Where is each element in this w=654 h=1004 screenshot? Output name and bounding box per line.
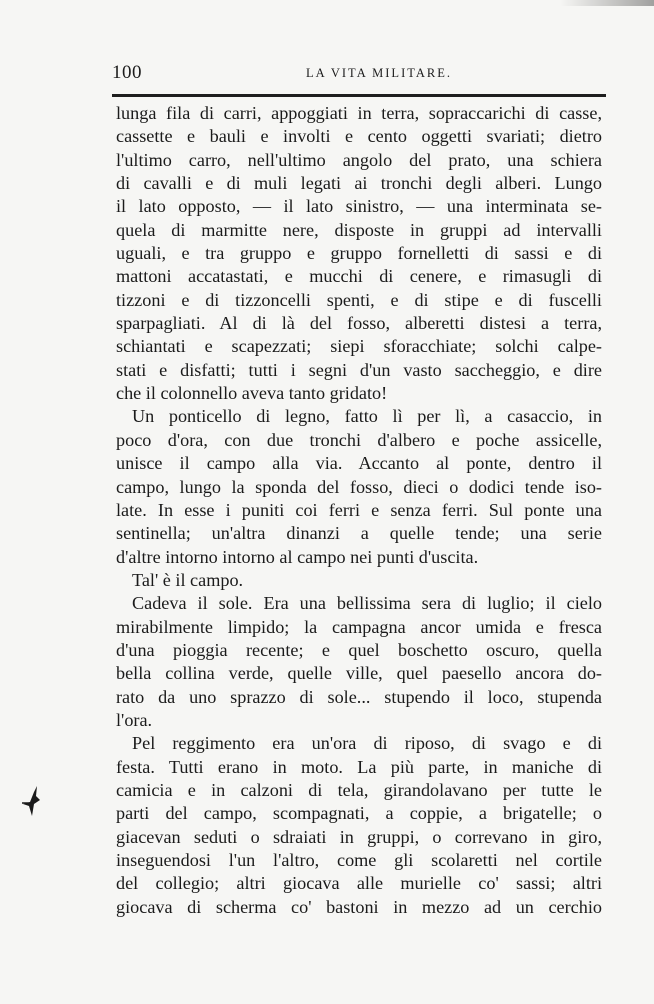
text-line: schiantati e scapezzati; siepi sforacchiate; solchi calpe-: [116, 336, 602, 357]
text-line: rato da uno sprazzo di sole... stupendo il loco, stupenda: [116, 686, 602, 707]
text-line: Pel reggimento era un'ora di riposo, di svago e di: [132, 733, 602, 754]
text-line: campo, lungo la sponda del fosso, dieci o dodici tende iso-: [116, 476, 602, 497]
text-line: giacevan seduti o sdraiati in gruppi, o correvano in giro,: [116, 826, 602, 847]
text-line: unisce il campo alla via. Accanto al ponte, dentro il: [116, 453, 602, 474]
text-line: inseguendosi l'un l'altro, come gli scolaretti nel cortile: [116, 850, 602, 870]
text-line: tizzoni e di tizzoncelli spenti, e di stipe e di fuscelli: [116, 289, 602, 310]
text-line: Un ponticello di legno, fatto lì per lì, a casaccio, in: [132, 406, 602, 427]
body-text: [116, 102, 602, 919]
text-line: del collegio; altri giocava alle murielle co' sassi; altri: [116, 873, 602, 894]
text-line: stati e disfatti; tutti i segni d'un vasto saccheggio, e dire: [116, 359, 602, 380]
text-line: poco d'ora, con due tronchi d'albero e poche assicelle,: [116, 429, 602, 450]
text-line: bella collina verde, quelle ville, quel paesello ancora do-: [116, 663, 602, 684]
text-line: lunga fila di carri, appoggiati in terra, sopraccarichi di casse,: [116, 103, 602, 123]
text-line: sentinella; un'altra dinanzi a quelle tende; una serie: [116, 523, 602, 544]
text-line: che il colonnello aveva tanto gridato!: [116, 383, 388, 404]
text-line: festa. Tutti erano in moto. La più parte, in maniche di: [116, 756, 602, 777]
text-line: cassette e bauli e involti e cento oggetti svariati; dietro: [116, 126, 602, 147]
text-line: parti del campo, scompagnati, a coppie, a brigatelle; o: [116, 803, 602, 824]
text-line: quela di marmitte nere, disposte in gruppi ad intervalli: [116, 219, 602, 240]
text-line: camicia e in calzoni di tela, girandolavano per tutte le: [116, 779, 602, 800]
header-rule: [112, 94, 606, 97]
text-line: late. In esse i puniti coi ferri e senza ferri. Sul ponte una: [116, 499, 602, 520]
text-line: d'altre intorno intorno al campo nei punti d'uscita.: [116, 546, 479, 567]
text-line: mattoni accatastati, e mucchi di cenere, e rimasugli di: [116, 266, 602, 287]
page-number: 100: [112, 62, 142, 83]
text-line: il lato opposto, — il lato sinistro, — una interminata se-: [116, 196, 602, 217]
text-line: uguali, e tra gruppo e gruppo fornelletti di sassi e di: [116, 243, 602, 264]
scan-edge-shadow: [560, 0, 654, 6]
text-line: Tal' è il campo.: [132, 569, 244, 590]
text-line: sparpagliati. Al di là del fosso, alberetti distesi a terra,: [116, 313, 602, 334]
ink-blot-mark: [20, 782, 50, 822]
page-header: [112, 62, 606, 88]
text-line: l'ultimo carro, nell'ultimo angolo del prato, una schiera: [116, 149, 602, 170]
text-line: Cadeva il sole. Era una bellissima sera di luglio; il cielo: [132, 593, 602, 614]
text-line: mirabilmente limpido; la campagna ancor umida e fresca: [116, 616, 602, 637]
text-line: giocava di scherma co' bastoni in mezzo ad un cerchio: [116, 896, 602, 917]
running-title: LA VITA MILITARE.: [306, 66, 452, 80]
text-line: di cavalli e di muli legati ai tronchi degli alberi. Lungo: [116, 173, 602, 194]
text-line: d'una pioggia recente; e quel boschetto oscuro, quella: [116, 639, 602, 660]
text-line: l'ora.: [116, 709, 153, 730]
